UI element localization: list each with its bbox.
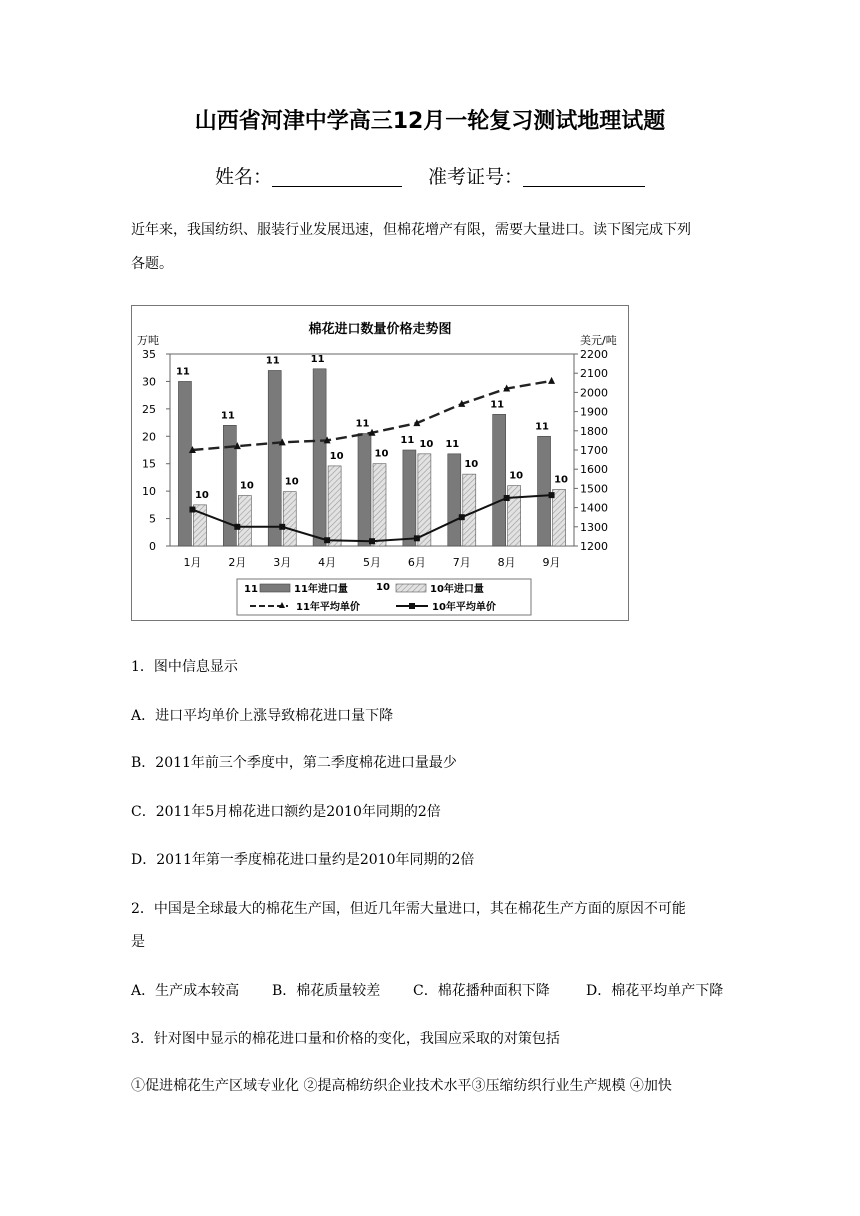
left-tick-label: 25 [142, 402, 156, 416]
left-axis-unit: 万吨 [137, 334, 159, 347]
question-2-line-1: 2．中国是全球最大的棉花生产国，但近几年需大量进口，其在棉花生产方面的原因不可能 [131, 901, 686, 917]
question-1-option-b: B．2011年前三个季度中，第二季度棉花进口量最少 [131, 755, 457, 771]
bar-2010 [508, 486, 521, 546]
bar-2011 [313, 369, 326, 546]
bar-2011 [358, 434, 371, 546]
bar-2010-label: 10 [419, 438, 434, 450]
bar-2010 [328, 466, 341, 546]
chart-title: 棉花进口数量价格走势图 [308, 322, 452, 337]
bar-2011-label: 11 [310, 353, 325, 365]
bar-2010 [463, 474, 476, 546]
question-2-options [131, 980, 723, 1000]
name-line [0, 162, 860, 189]
bar-2011 [538, 436, 551, 546]
right-tick-label: 2100 [580, 367, 608, 381]
question-2-option-a: A．生产成本较高 [131, 983, 240, 999]
legend-swatch-2011 [260, 584, 290, 592]
question-2-option-c: C．棉花播种面积下降 [413, 983, 550, 999]
intro-paragraph [131, 213, 731, 281]
cotton-import-chart [132, 306, 628, 620]
legend-label-2010: 10年进口量 [430, 584, 484, 595]
bar-2010-label: 10 [374, 448, 389, 460]
left-tick-label: 10 [142, 485, 156, 499]
right-tick-label: 1500 [580, 482, 608, 496]
bar-2011-label: 11 [535, 421, 550, 433]
right-tick-label: 1600 [580, 463, 608, 477]
line-2010-point [414, 535, 420, 541]
x-tick-label: 3月 [273, 556, 292, 569]
right-tick-label: 1300 [580, 520, 608, 534]
name-blank [272, 166, 402, 187]
bar-2010-label: 10 [554, 474, 569, 486]
legend-label-2010-price: 10年平均单价 [432, 602, 496, 613]
bar-2011-label: 11 [355, 418, 370, 430]
left-tick-label: 30 [142, 375, 156, 389]
right-tick-label: 2200 [580, 348, 608, 361]
line-2010-point [279, 524, 285, 530]
legend-marker-2010 [409, 603, 415, 609]
line-2010-point [459, 514, 465, 520]
line-2010-point [549, 492, 555, 498]
question-2-option-b: B．棉花质量较差 [272, 983, 381, 999]
intro-line-2: 各题。 [131, 256, 173, 272]
question-1-option-a: A．进口平均单价上涨导致棉花进口量下降 [131, 708, 394, 724]
bar-2010-label: 10 [239, 480, 254, 492]
x-tick-label: 2月 [228, 556, 247, 569]
left-tick-label: 35 [142, 348, 156, 361]
x-tick-label: 7月 [452, 556, 471, 569]
exam-id-label: 准考证号： [428, 166, 524, 188]
bar-2011-label: 11 [175, 366, 190, 378]
bar-2011-label: 11 [490, 399, 505, 411]
right-tick-label: 1200 [580, 540, 608, 553]
right-tick-label: 1700 [580, 444, 608, 457]
name-label: 姓名： [214, 166, 272, 188]
bar-2011 [493, 414, 506, 546]
left-tick-label: 15 [142, 457, 156, 471]
bar-2011-label: 11 [220, 410, 235, 422]
left-tick-label: 5 [149, 512, 156, 526]
bar-2010 [238, 496, 251, 546]
bar-2010-label: 10 [509, 470, 524, 482]
line-2010-point [369, 538, 375, 544]
bar-2010 [283, 492, 296, 546]
bar-2011-label: 11 [400, 435, 415, 446]
bar-2011 [268, 370, 281, 546]
bar-2011-label: 11 [445, 438, 460, 450]
x-tick-label: 1月 [183, 556, 202, 569]
intro-line-1: 近年来，我国纺织、服装行业发展迅速，但棉花增产有限，需要大量进口。读下图完成下列 [131, 222, 691, 238]
chart-frame [131, 305, 629, 621]
x-tick-label: 4月 [318, 556, 337, 569]
question-1: 1．图中信息显示 [131, 659, 238, 675]
legend-swatch-2010 [396, 584, 426, 592]
line-2010-point [504, 495, 510, 501]
right-tick-label: 1400 [580, 501, 608, 515]
line-2010-point [189, 507, 195, 513]
document-title: 山西省河津中学高三12月一轮复习测试地理试题 [194, 109, 666, 134]
bar-2010-label: 10 [194, 489, 209, 501]
legend-key-2011: 11 [244, 584, 258, 595]
x-tick-label: 9月 [542, 556, 561, 569]
legend-label-2011-price: 11年平均单价 [296, 602, 360, 613]
bar-2011 [403, 450, 416, 546]
question-1-option-c: C．2011年5月棉花进口额约是2010年同期的2倍 [131, 804, 441, 820]
left-tick-label: 0 [149, 540, 156, 553]
bar-2010-label: 10 [284, 476, 299, 488]
line-2010-point [324, 537, 330, 543]
bar-2011 [178, 381, 191, 546]
bar-2011 [448, 454, 461, 546]
right-tick-label: 1800 [580, 424, 608, 438]
question-1-option-d: D．2011年第一季度棉花进口量约是2010年同期的2倍 [131, 852, 475, 868]
x-tick-label: 6月 [407, 556, 426, 569]
bar-2010-label: 10 [464, 459, 479, 471]
exam-id-blank [523, 166, 645, 187]
legend-label-2011: 11年进口量 [294, 584, 348, 595]
left-tick-label: 20 [142, 430, 156, 444]
question-2-line-2: 是 [131, 934, 145, 950]
right-tick-label: 2000 [580, 386, 608, 400]
question-3: 3．针对图中显示的棉花进口量和价格的变化，我国应采取的对策包括 [131, 1031, 560, 1047]
bar-2011-label: 11 [265, 355, 280, 367]
x-tick-label: 8月 [497, 556, 516, 569]
line-2011-point [548, 377, 555, 384]
legend-key-2010: 10 [376, 582, 390, 593]
question-3-options: ①促进棉花生产区域专业化 ②提高棉纺织企业技术水平③压缩纺织行业生产规模 ④加快 [131, 1078, 672, 1094]
line-2010-point [234, 524, 240, 530]
x-tick-label: 5月 [363, 556, 381, 569]
bar-2010-label: 10 [329, 450, 344, 462]
right-axis-unit: 美元/吨 [580, 334, 617, 347]
bar-2010 [373, 464, 386, 546]
right-tick-label: 1900 [580, 405, 608, 419]
question-2-option-d: D．棉花平均单产下降 [586, 983, 724, 999]
